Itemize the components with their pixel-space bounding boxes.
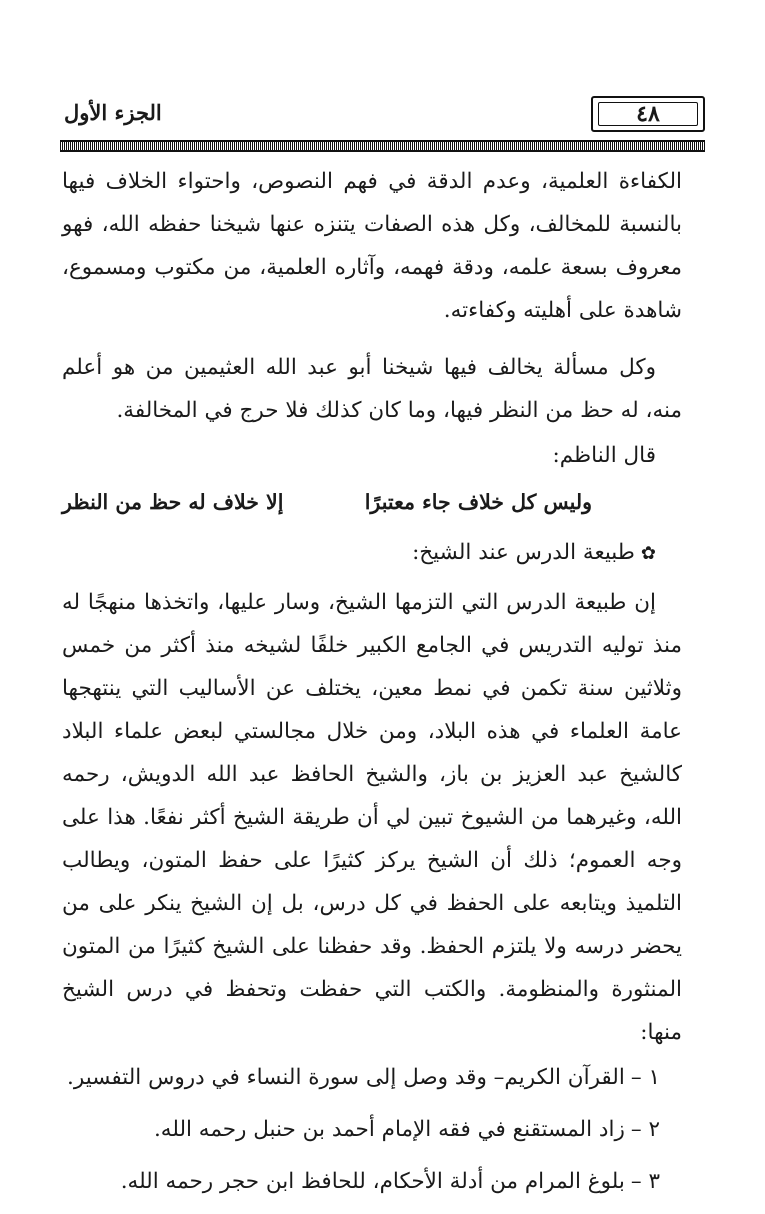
list-item <box>62 1058 682 1098</box>
volume-title: الجزء الأول <box>64 100 162 125</box>
poet-intro: قال الناظم: <box>552 443 656 468</box>
paragraph-2: وكل مسألة يخالف فيها شيخنا أبو عبد الله العثيمين من هو أعلم منه، له حظ من النظر فيها، وما كان كذلك فلا حرج في المخالفة. <box>62 355 682 423</box>
page-number: ٤٨ <box>636 101 660 127</box>
list-item <box>62 1162 682 1202</box>
header-divider <box>60 140 705 152</box>
page-body <box>62 160 682 1214</box>
page-number-frame <box>591 96 705 132</box>
flower-icon: ✿ <box>640 543 656 564</box>
paragraph-1: الكفاءة العلمية، وعدم الدقة في فهم النصوص، واحتواء الخلاف فيها بالنسبة للمخالف، وكل هذه الصفات يتنزه عنها شيخنا حفظه الله، فهو معروف بسعة علمه، ودقة فهمه، وآثاره العلمية، من مكتوب ومسموع، شاهدة على أهليته وكفاءته. <box>62 169 682 323</box>
list-item-text: بلوغ المرام من أدلة الأحكام، للحافظ ابن حجر رحمه الله. <box>120 1169 625 1194</box>
section-heading-text: طبيعة الدرس عند الشيخ: <box>412 540 635 565</box>
verse-first-hemistich: وليس كل خلاف جاء معتبرًا <box>364 490 592 514</box>
page-header <box>60 96 705 136</box>
list-item <box>62 1110 682 1150</box>
paragraph-3: إن طبيعة الدرس التي التزمها الشيخ، وسار عليها، واتخذها منهجًا له منذ توليه التدريس في الجامع الكبير خلفًا لشيخه منذ أكثر من خمس وثلاثين سنة تكمن في نمط معين، يختلف عن الأساليب التي ينتهجها عامة العلماء في هذه البلاد، ومن خلال مجالستي لبعض علماء البلاد كالشيخ عبد العزيز بن باز، والشيخ الحافظ عبد الله الدويش، رحمه الله، وغيرهما من الشيوخ تبين لي أن طريقة الشيخ أكثر نفعًا. هذا على وجه العموم؛ ذلك أن الشيخ يركز كثيرًا على حفظ المتون، ويطالب التلميذ ويتابعه على الحفظ في كل درس، بل إن الشيخ ينكر على من يحضر درسه ولا يلتزم الحفظ. وقد حفظنا على الشيخ كثيرًا من المتون المنثورة والمنظومة. والكتب التي حفظت وتحفظ في درس الشيخ منها: <box>62 590 682 1045</box>
verse-line <box>62 481 682 527</box>
memorized-books-list <box>62 1058 682 1202</box>
list-item-text: القرآن الكريم– وقد وصل إلى سورة النساء في دروس التفسير. <box>67 1065 625 1090</box>
verse-second-hemistich: إلا خلاف له حظ من النظر <box>62 490 284 514</box>
list-item-text: زاد المستقنع في فقه الإمام أحمد بن حنبل رحمه الله. <box>153 1117 625 1142</box>
list-item-number: ٣ – <box>630 1169 660 1194</box>
list-item-number: ١ – <box>630 1065 660 1090</box>
section-heading <box>62 531 682 575</box>
list-item-number: ٢ – <box>630 1117 660 1142</box>
